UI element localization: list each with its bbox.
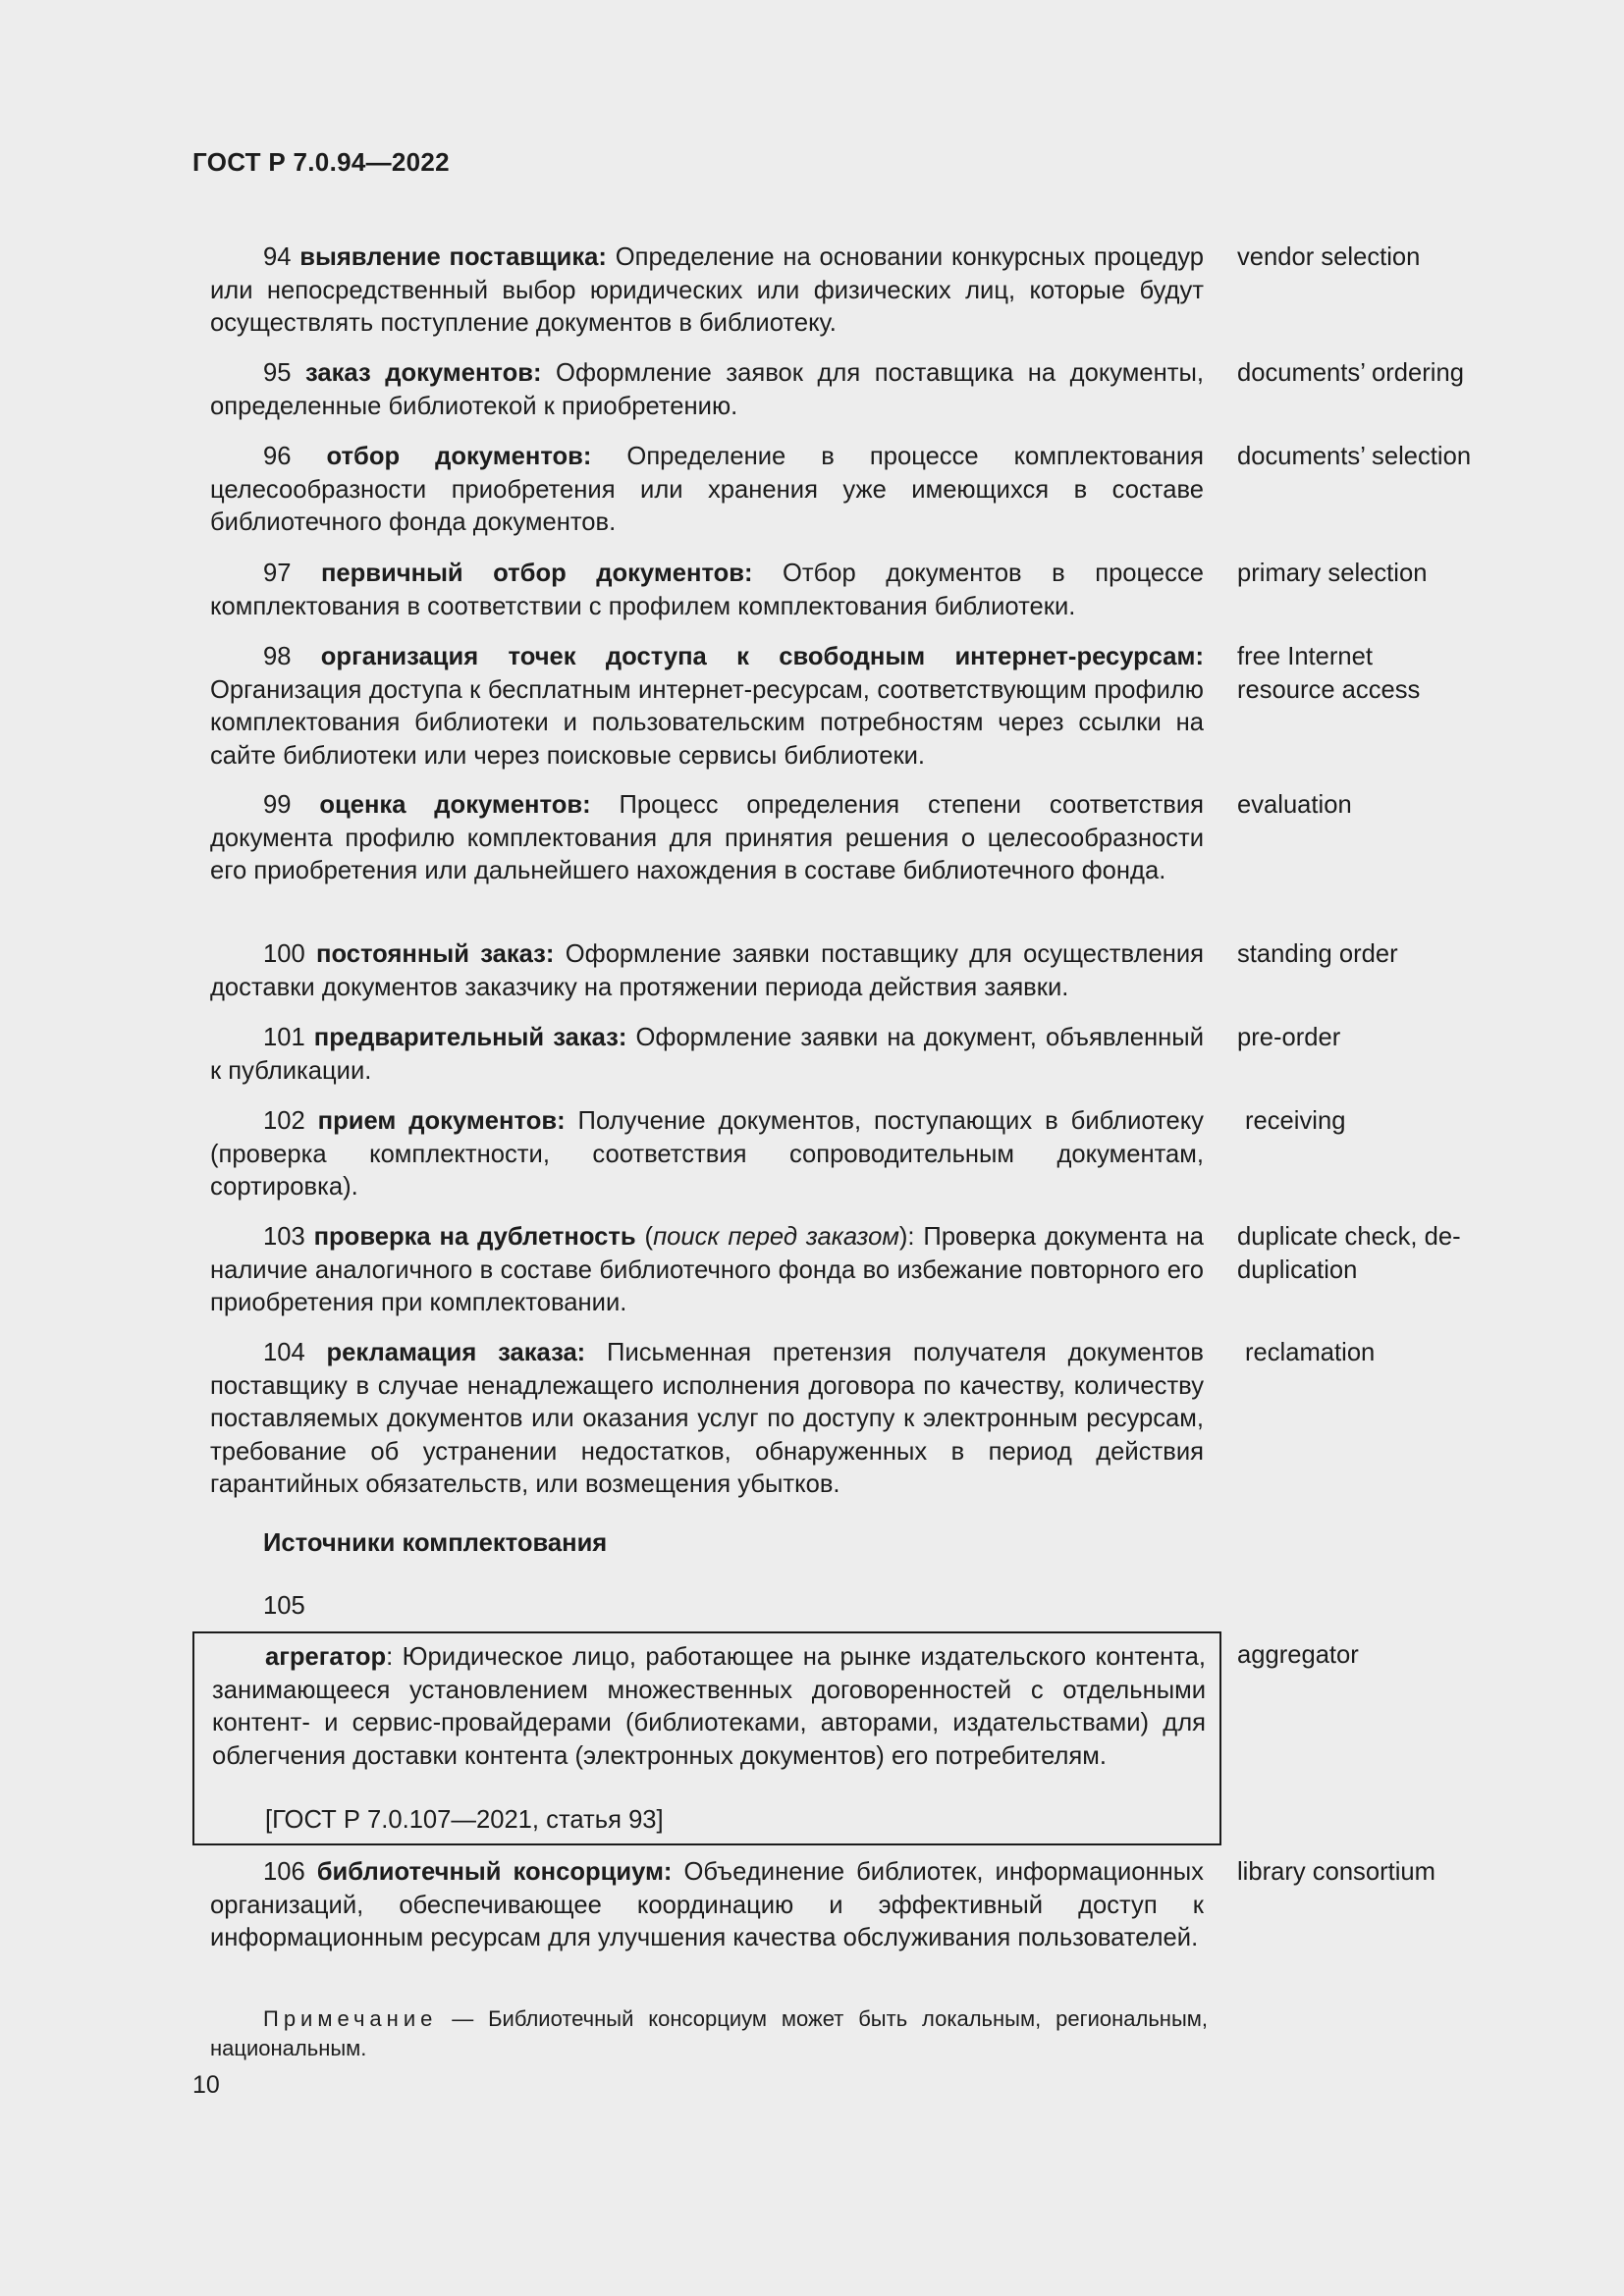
term-name: первичный отбор документов: [320,560,753,587]
term-name: библиотечный консорциум: [316,1858,673,1886]
note-label: Примечание [263,2006,438,2031]
term-number: 104 [263,1339,305,1366]
definition-text: Оформление заявок для поставщика на документы, определенные библиотекой к приобретению. [210,359,1204,420]
term-number: 95 [263,359,292,387]
definition-text: Определение на основании конкурсных процедур или непосредственный выбор юридических или физических лиц, которые будут осуществлять поступление документов в библиотеку. [210,243,1205,338]
page-number: 10 [192,2071,220,2099]
note-text: — Библиотечный консорциум может быть локальным, региональным, национальным. [210,2006,1208,2060]
term-english: receiving [1245,1107,1346,1135]
term-definition [210,1022,1204,1088]
term-definition [210,357,1204,423]
term-number: 96 [263,443,292,470]
term-name: оценка документов: [319,791,591,819]
term-english: pre-order [1237,1024,1341,1051]
term-name: рекламация заказа: [326,1339,586,1366]
definition-text: Получение документов, поступающих в библиотеку (проверка комплектности, соответствия сопроводительным документам, сортировка). [210,1107,1204,1201]
term-number: 100 [263,940,305,968]
term-number: 106 [263,1858,305,1886]
term-number: 103 [263,1223,305,1251]
definition-text: Оформление заявки поставщику для осуществления доставки документов заказчику на протяжении периода действия заявки. [210,940,1204,1001]
term-number: 99 [263,791,292,819]
term-english: standing order [1237,940,1398,968]
definition-text: Оформление заявки на документ, объявленный к публикации. [210,1024,1204,1085]
term-english-105: aggregator [1237,1641,1359,1669]
alternative-term: поиск перед заказом [653,1223,899,1251]
term-name: заказ документов: [305,359,542,387]
term-definition [210,1105,1204,1204]
term-definition [210,241,1204,341]
term-name: выявление поставщика: [299,243,607,271]
note [210,2004,1208,2063]
term-english: reclamation [1245,1339,1376,1366]
definition-text: Процесс определения степени соответствия документа профилю комплектования для принятия решения о целесообразности его приобретения или дальнейшего нахождения в составе библиотечного фонда. [210,791,1204,885]
term-definition [210,1337,1204,1502]
section-title: Источники комплектования [263,1529,608,1557]
definition-text: Объединение библиотек, информационных организаций, обеспечивающее координацию и эффективный доступ к информационным ресурсам для улучшения качества обслуживания пользователей. [210,1858,1204,1952]
term-name: проверка на дублетность [313,1223,636,1251]
definition-text: Определение в процессе комплектования целесообразности приобретения или хранения уже имеющихся в составе библиотечного фонда документов. [210,443,1204,537]
term-number: 94 [263,243,292,271]
term-english: primary selection [1237,560,1428,587]
term-english: library consortium [1237,1858,1435,1886]
definition-text: ): Проверка документа на наличие аналогичного в составе библиотечного фонда во избежание повторного его приобретения при комплектовании. [210,1223,1204,1317]
term-definition [210,1856,1204,1955]
term-definition [210,558,1204,623]
term-name: предварительный заказ: [313,1024,627,1051]
definition-text: : Юридическое лицо, работающее на рынке издательского контента, занимающееся установлением множественных договоренностей с отдельными контент- и сервис-провайдерами (библиотеками, авторами, издательствами) для облегчения доставки контента (электронных документов) его потребителям. [212,1643,1206,1770]
term-number: 98 [263,643,292,670]
definition-text: Организация доступа к бесплатным интернет-ресурсам, соответствующим профилю комплектования библиотеки и пользовательским потребностям через ссылки на сайте библиотеки или через поисковые сервисы библиотеки. [210,675,1204,770]
term-name: постоянный заказ: [316,940,555,968]
term-number: 97 [263,560,292,587]
term-name: организация точек доступа к свободным интернет-ресурсам: [320,643,1204,670]
term-english: documents’ ordering [1237,359,1464,387]
term-definition [212,1641,1206,1773]
definition-text: Отбор документов в процессе комплектования в соответствии с профилем комплектования библиотеки. [210,560,1204,620]
paren-open: ( [635,1223,654,1251]
definition-text: Письменная претензия получателя документов поставщику в случае ненадлежащего исполнения договора по качеству, количеству поставляемых документов или оказания услуг по доступу к электронным ресурсам, требование об устранении недостатков, обнаруженных в период действия гарантийных обязательств, или возмещения убытков. [210,1339,1204,1499]
term-name: агрегатор [265,1643,387,1671]
term-name: прием документов: [317,1107,566,1135]
term-definition [210,441,1204,540]
term-definition [210,1221,1204,1320]
term-english: evaluation [1237,791,1352,819]
source-reference: [ГОСТ Р 7.0.107—2021, статья 93] [265,1806,664,1834]
term-english: free Internet resource access [1237,643,1421,704]
term-english: duplicate check, de-duplication [1237,1223,1461,1284]
term-number: 102 [263,1107,305,1135]
document-header: ГОСТ Р 7.0.94—2022 [192,147,450,177]
term-definition [210,938,1204,1004]
term-definition [210,789,1204,888]
term-english: documents’ selection [1237,443,1472,470]
term-definition [210,641,1204,773]
term-english: vendor selection [1237,243,1421,271]
term-name: отбор документов: [326,443,592,470]
boxed-term-entry-105 [192,1631,1221,1845]
term-number-105: 105 [263,1592,305,1620]
term-number: 101 [263,1024,305,1051]
